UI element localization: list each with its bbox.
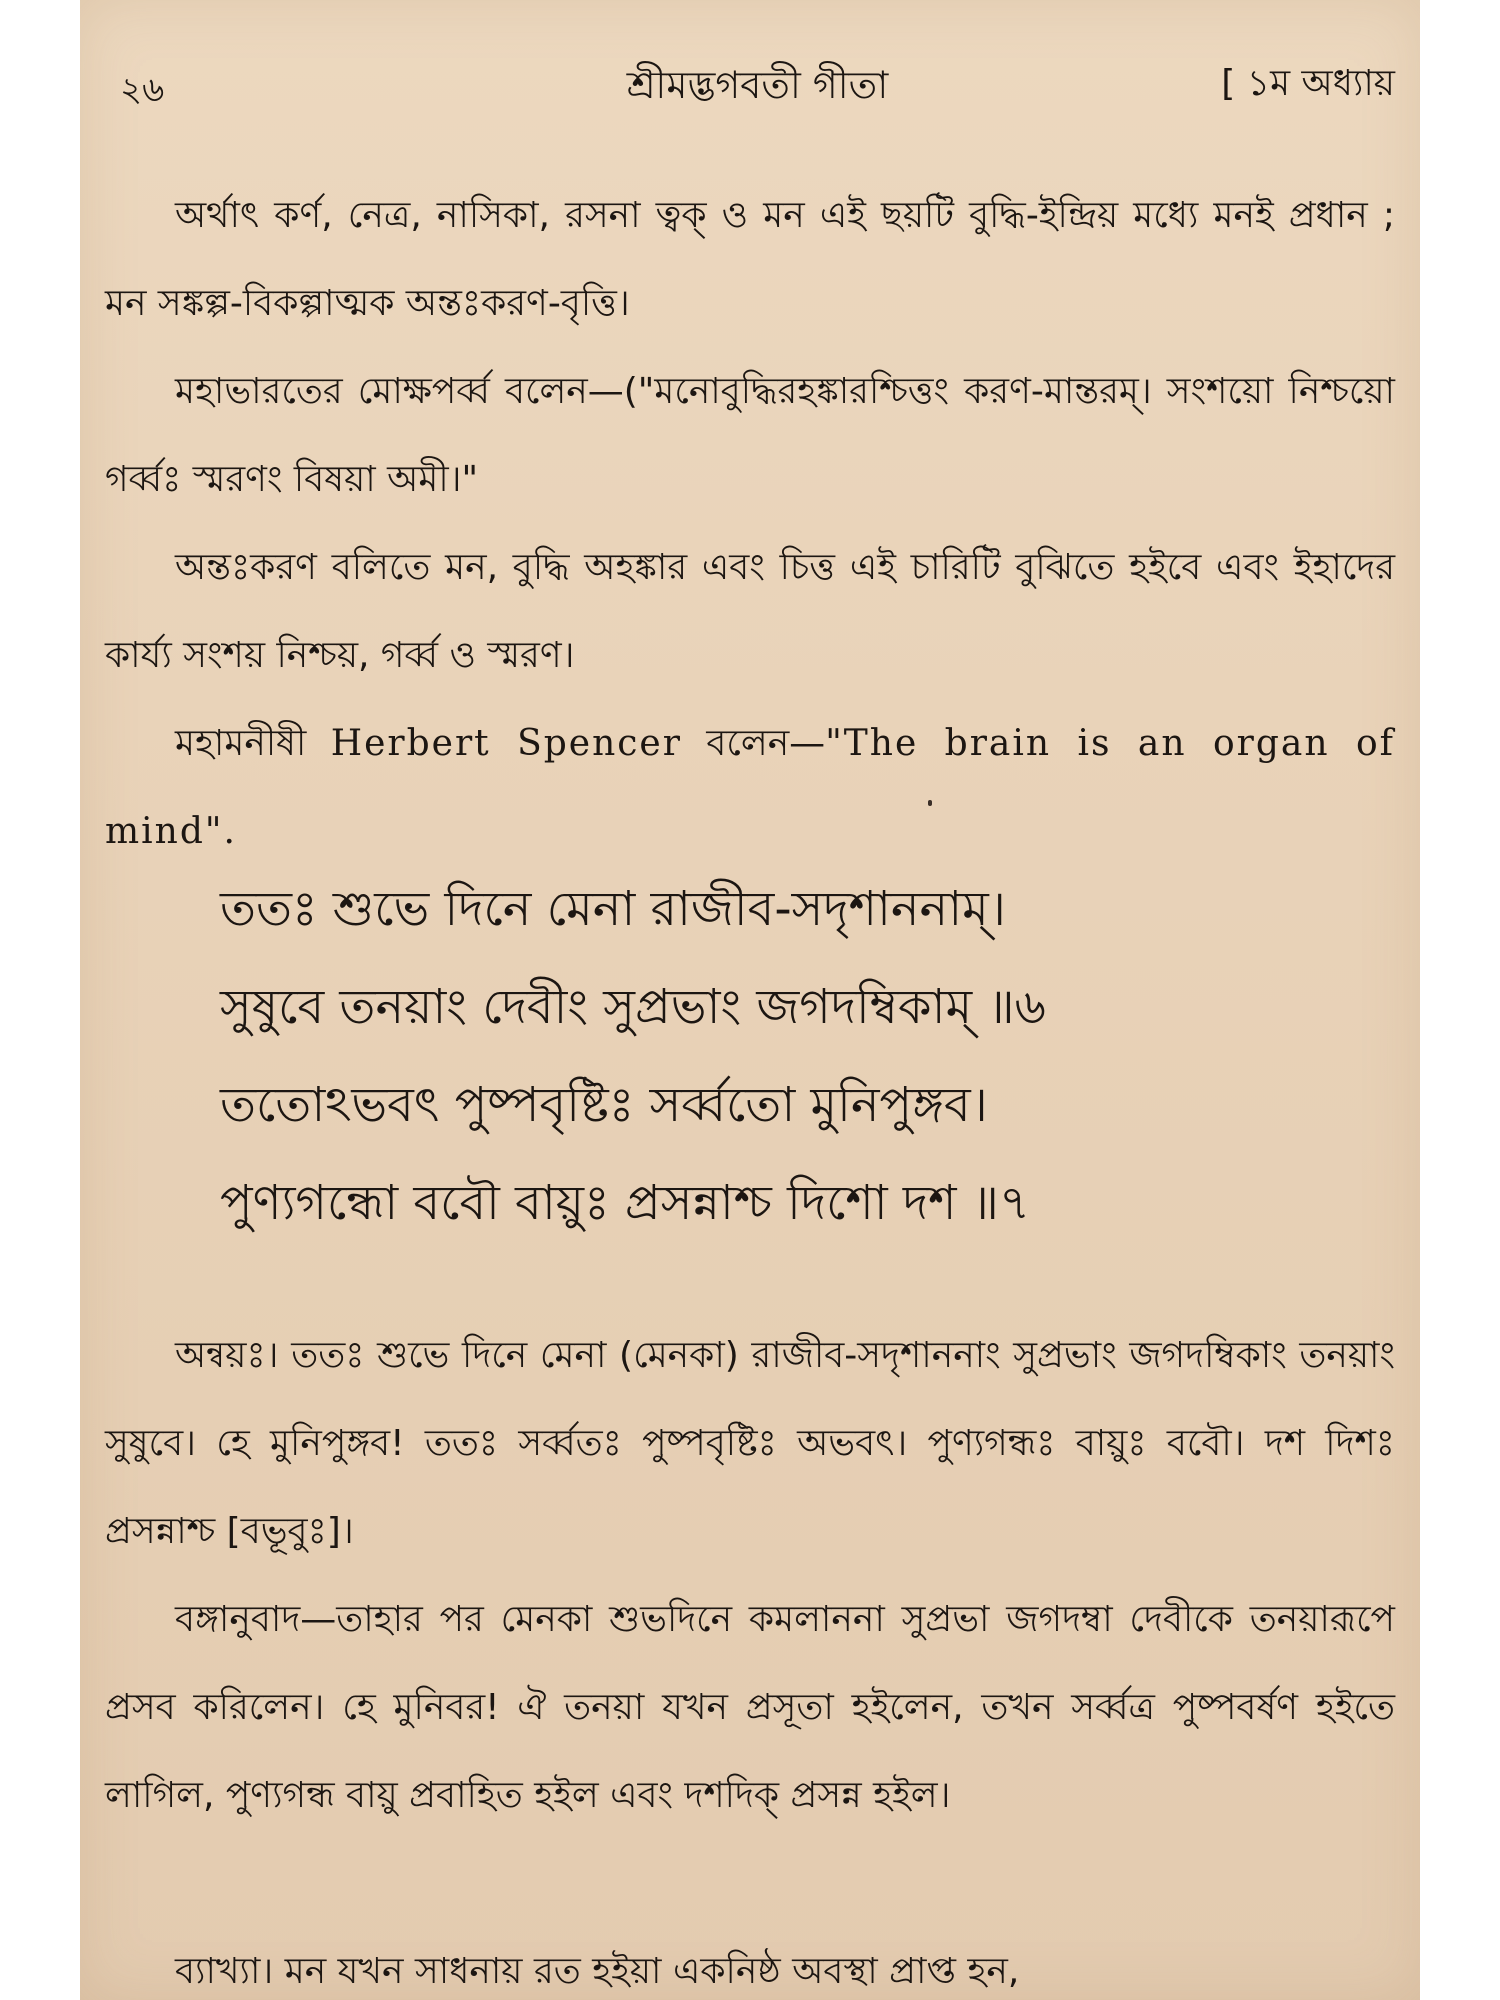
spencer-says: বলেন— — [681, 723, 826, 764]
sanskrit-verses — [220, 860, 1340, 1252]
paragraph-mahabharata-quote: মহাভারতের মোক্ষপর্ব্ব বলেন—("মনোবুদ্ধিরহঙ্কারশ্চিত্তং করণ-মান্তরম্। সংশয়ো নিশ্চয়ো গর্ব্বঃ স্মরণং বিষয়া অমী।" — [105, 371, 1395, 500]
spencer-name: Herbert Spencer — [330, 723, 682, 764]
running-title: শ্রীমদ্ভগবতী গীতা — [626, 63, 889, 107]
verse-line: সুষুবে তনয়াং দেবীং সুপ্রভাং জগদম্বিকাম্ ॥৬ — [220, 979, 1046, 1035]
verse-line: ততোঽভবৎ পুষ্পবৃষ্টিঃ সর্ব্বতো মুনিপুঙ্গব। — [220, 1077, 988, 1133]
paragraph-sense-organs: অর্থাৎ কর্ণ, নেত্র, নাসিকা, রসনা ত্বক্ ও মন এই ছয়টি বুদ্ধি-ইন্দ্রিয় মধ্যে মনই প্রধান ; মন সঙ্কল্প-বিকল্পাত্মক অন্তঃকরণ-বৃত্তি। — [105, 195, 1395, 324]
page-number: ২৬ — [120, 70, 165, 110]
chapter-label: [ ১ম অধ্যায় — [1221, 63, 1395, 104]
paragraph-anvaya: অন্বয়ঃ। ততঃ শুভে দিনে মেনা (মেনকা) রাজীব-সদৃশাননাং সুপ্রভাং জগদম্বিকাং তনয়াং সুষুবে। হে মুনিপুঙ্গব! ততঃ সর্ব্বতঃ পুষ্পবৃষ্টিঃ অভবৎ। পুণ্যগন্ধঃ বায়ুঃ ববৌ। দশ দিশঃ প্রসন্নাশ্চ [বভূবুঃ]। — [105, 1335, 1395, 1552]
spencer-quote-text: "The brain is an organ of mind". — [105, 723, 1396, 852]
paragraph-commentary: ব্যাখ্যা। মন যখন সাধনায় রত হইয়া একনিষ্ঠ অবস্থা প্রাপ্ত হন, — [175, 1951, 1020, 1992]
verse-line: পুণ্যগন্ধো ববৌ বায়ুঃ প্রসন্নাশ্চ দিশো দশ ॥৭ — [220, 1175, 1031, 1231]
paragraph-antahkarana: অন্তঃকরণ বলিতে মন, বুদ্ধি অহঙ্কার এবং চিত্ত এই চারিটি বুঝিতে হইবে এবং ইহাদের কার্য্য সংশয় নিশ্চয়, গর্ব্ব ও স্মরণ। — [105, 547, 1395, 676]
spencer-prefix: মহামনীষী — [175, 723, 331, 764]
verse-line: ততঃ শুভে দিনে মেনা রাজীব-সদৃশাননাম্। — [220, 881, 1006, 937]
paragraph-spencer-quote — [105, 700, 1395, 876]
stray-dot — [928, 800, 932, 806]
book-page — [80, 0, 1420, 2000]
paragraph-translation: বঙ্গানুবাদ—তাহার পর মেনকা শুভদিনে কমলাননা সুপ্রভা জগদম্বা দেবীকে তনয়ারূপে প্রসব করিলেন। হে মুনিবর! ঐ তনয়া যখন প্রসূতা হইলেন, তখন সর্ব্বত্র পুষ্পবর্ষণ হইতে লাগিল, পুণ্যগন্ধ বায়ু প্রবাহিত হইল এবং দশদিক্ প্রসন্ন হইল। — [105, 1599, 1395, 1816]
page-header — [120, 56, 1395, 116]
